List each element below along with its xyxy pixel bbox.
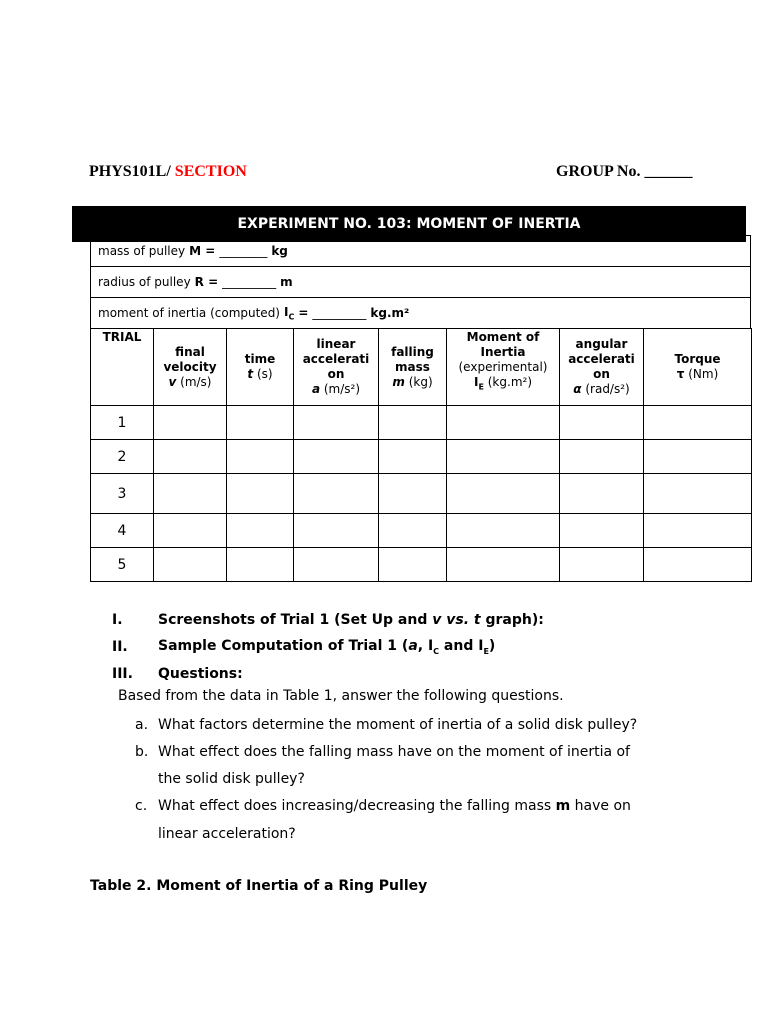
question-a: a. What factors determine the moment of inertia of a solid disk pulley? (135, 717, 638, 733)
moi-blank[interactable]: _________ (312, 306, 367, 320)
trial-number: 3 (91, 474, 154, 514)
moment-of-inertia-row (90, 297, 751, 329)
moi-unit: kg.m² (370, 306, 410, 320)
question-b: b. What effect does the falling mass have on the moment of inertia of (135, 744, 630, 760)
trial-data-table (90, 328, 752, 582)
col-falling-mass: falling mass m (kg) (379, 329, 447, 406)
radius-blank[interactable]: _________ (222, 275, 277, 289)
group-number: GROUP No. ______ (556, 163, 693, 180)
col-linear-acceleration: linear accelerati on a (m/s²) (294, 329, 379, 406)
moi-equals: = (298, 306, 309, 320)
table-row (91, 514, 752, 548)
table2-title: Table 2. Moment of Inertia of a Ring Pulley (90, 878, 428, 894)
trial-number: 1 (91, 406, 154, 440)
section-label: SECTION (174, 163, 247, 180)
section-list (112, 606, 544, 687)
table-row (91, 440, 752, 474)
mass-unit: kg (271, 244, 288, 258)
trial-number: 5 (91, 548, 154, 582)
table-row (91, 548, 752, 582)
trial-number: 2 (91, 440, 154, 474)
col-trial: TRIAL (91, 329, 154, 406)
table-header-row (91, 329, 752, 406)
table-row (91, 406, 752, 440)
question-c: c. What effect does increasing/decreasing the falling mass m have on (135, 798, 631, 814)
table-row (91, 474, 752, 514)
mass-label: mass of pulley (98, 244, 186, 258)
col-angular-acceleration: angular accelerati on α (rad/s²) (560, 329, 644, 406)
questions-intro: Based from the data in Table 1, answer the following questions. (118, 688, 564, 704)
radius-symbol: R = (194, 275, 219, 289)
mass-symbol: M = (189, 244, 216, 258)
section-sample-computation: II. Sample Computation of Trial 1 (a, $I_C$ and $I_E$) (112, 637, 496, 656)
section-screenshots: I. Screenshots of Trial 1 (Set Up and v vs. t graph): (112, 611, 544, 628)
section-questions: III. Questions: (112, 665, 243, 682)
col-torque: Torque τ (Nm) (644, 329, 752, 406)
experiment-title: EXPERIMENT NO. 103: MOMENT OF INERTIA (72, 206, 746, 242)
radius-label: radius of pulley (98, 275, 191, 289)
col-moment-of-inertia: Moment of Inertia (experimental) $I_E$ (kg.m²) (447, 329, 560, 406)
col-final-velocity: final velocity v (m/s) (154, 329, 227, 406)
question-c-cont: linear acceleration? (158, 826, 296, 842)
mass-blank[interactable]: ________ (219, 244, 268, 258)
course-code: PHYS101L/ (89, 163, 171, 180)
course-section-header (89, 163, 247, 181)
question-b-cont: the solid disk pulley? (158, 771, 305, 787)
radius-of-pulley-row (90, 266, 751, 298)
trial-number: 4 (91, 514, 154, 548)
radius-unit: m (280, 275, 293, 289)
moi-symbol: $I_C$ (284, 304, 295, 322)
moi-label: moment of inertia (computed) (98, 306, 280, 320)
col-time: time t (s) (227, 329, 294, 406)
